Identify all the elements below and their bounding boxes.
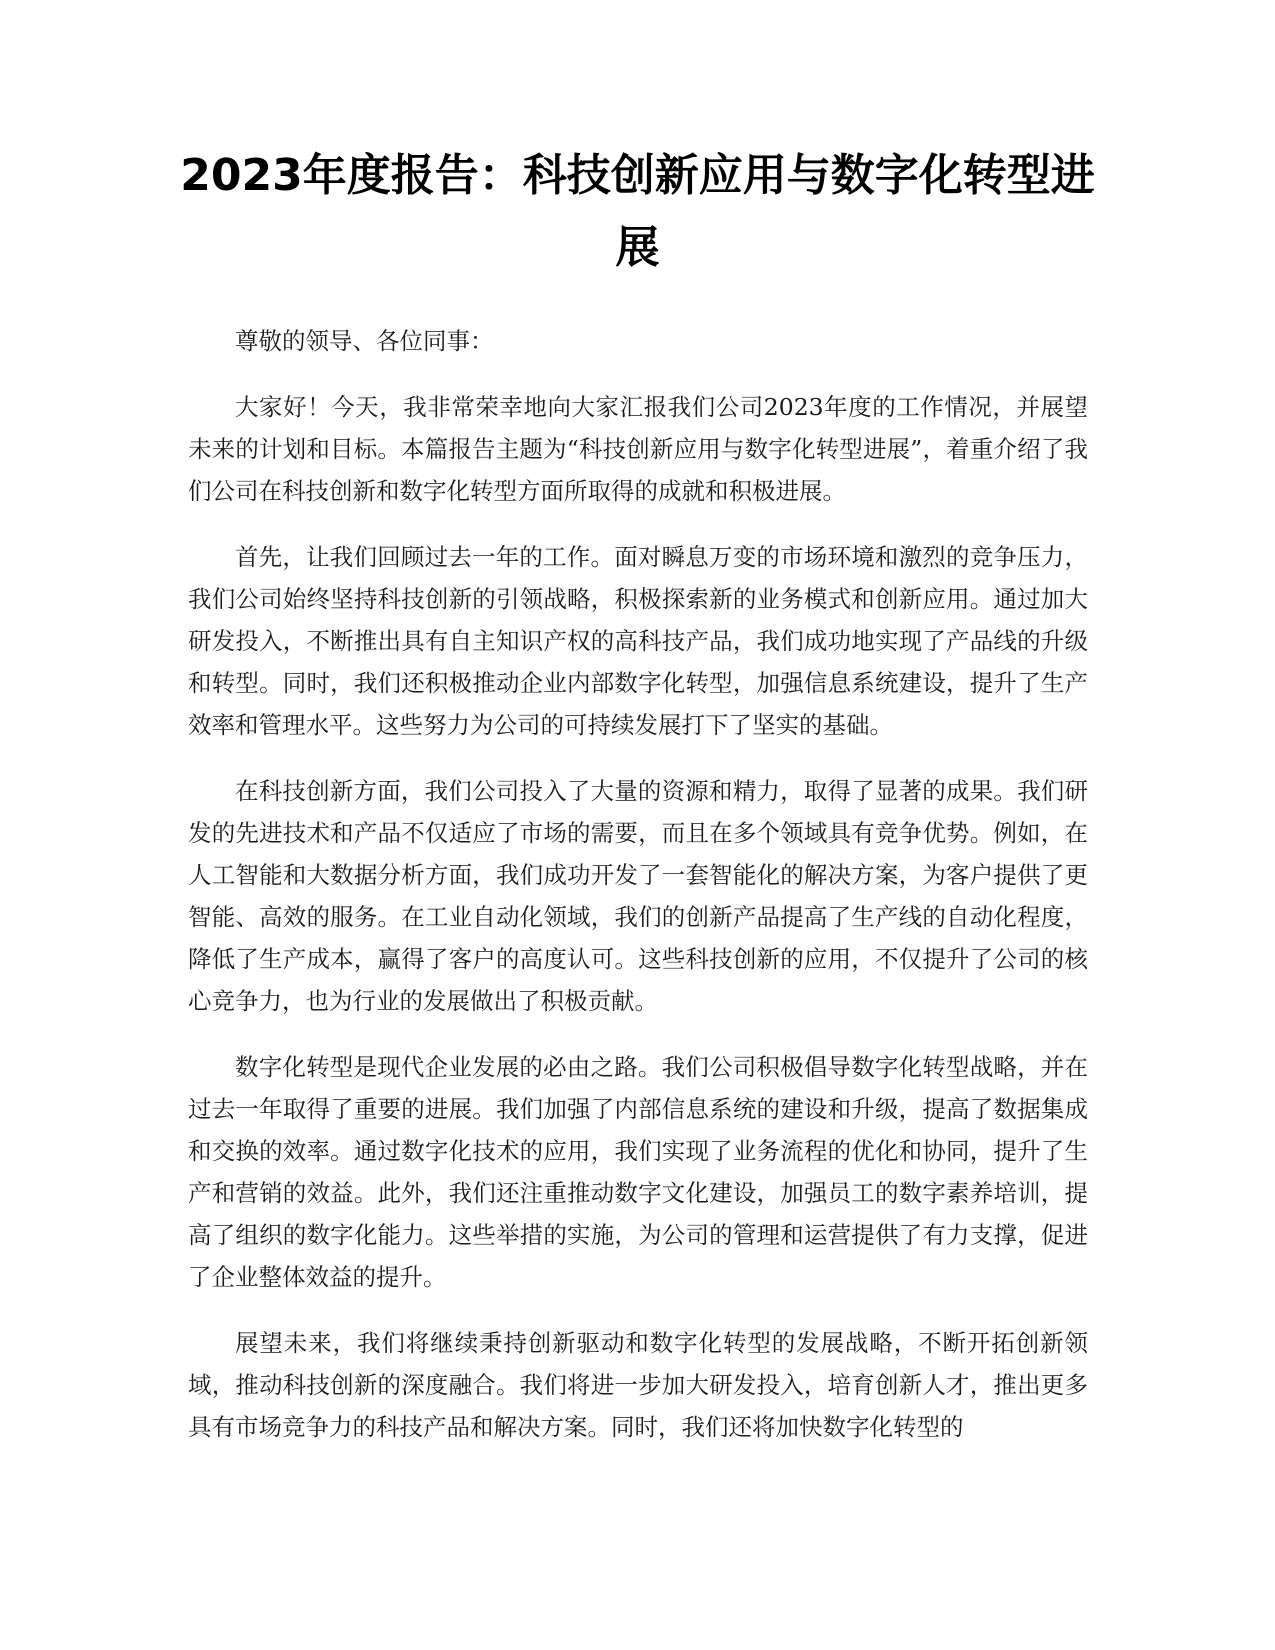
greeting-paragraph: 尊敬的领导、各位同事： <box>235 327 494 355</box>
body-paragraph-1: 大家好！今天，我非常荣幸地向大家汇报我们公司2023年度的工作情况，并展望未来的计划和目标。本篇报告主题为“科技创新应用与数字化转型进展”，着重介绍了我们公司在科技创新和数字化转型方面所取得的成就和积极进展。 <box>188 393 1088 505</box>
document-body <box>188 320 1088 1472</box>
body-paragraph-3: 在科技创新方面，我们公司投入了大量的资源和精力，取得了显著的成果。我们研发的先进技术和产品不仅适应了市场的需要，而且在多个领域具有竞争优势。例如，在人工智能和大数据分析方面，我们成功开发了一套智能化的解决方案，为客户提供了更智能、高效的服务。在工业自动化领域，我们的创新产品提高了生产线的自动化程度，降低了生产成本，赢得了客户的高度认可。这些科技创新的应用，不仅提升了公司的核心竞争力，也为行业的发展做出了积极贡献。 <box>188 777 1088 1015</box>
body-paragraph-5: 展望未来，我们将继续秉持创新驱动和数字化转型的发展战略，不断开拓创新领域，推动科技创新的深度融合。我们将进一步加大研发投入，培育创新人才，推出更多具有市场竞争力的科技产品和解决方案。同时，我们还将加快数字化转型的 <box>188 1329 1088 1441</box>
body-paragraph-4: 数字化转型是现代企业发展的必由之路。我们公司积极倡导数字化转型战略，并在过去一年取得了重要的进展。我们加强了内部信息系统的建设和升级，提高了数据集成和交换的效率。通过数字化技术的应用，我们实现了业务流程的优化和协同，提升了生产和营销的效益。此外，我们还注重推动数字文化建设，加强员工的数字素养培训，提高了组织的数字化能力。这些举措的实施，为公司的管理和运营提供了有力支撑，促进了企业整体效益的提升。 <box>188 1053 1088 1291</box>
document-title: 2023年度报告：科技创新应用与数字化转型进展 <box>180 150 1095 273</box>
body-paragraph-2: 首先，让我们回顾过去一年的工作。面对瞬息万变的市场环境和激烈的竞争压力，我们公司始终坚持科技创新的引领战略，积极探索新的业务模式和创新应用。通过加大研发投入，不断推出具有自主知识产权的高科技产品，我们成功地实现了产品线的升级和转型。同时，我们还积极推动企业内部数字化转型，加强信息系统建设，提升了生产效率和管理水平。这些努力为公司的可持续发展打下了坚实的基础。 <box>188 543 1088 739</box>
